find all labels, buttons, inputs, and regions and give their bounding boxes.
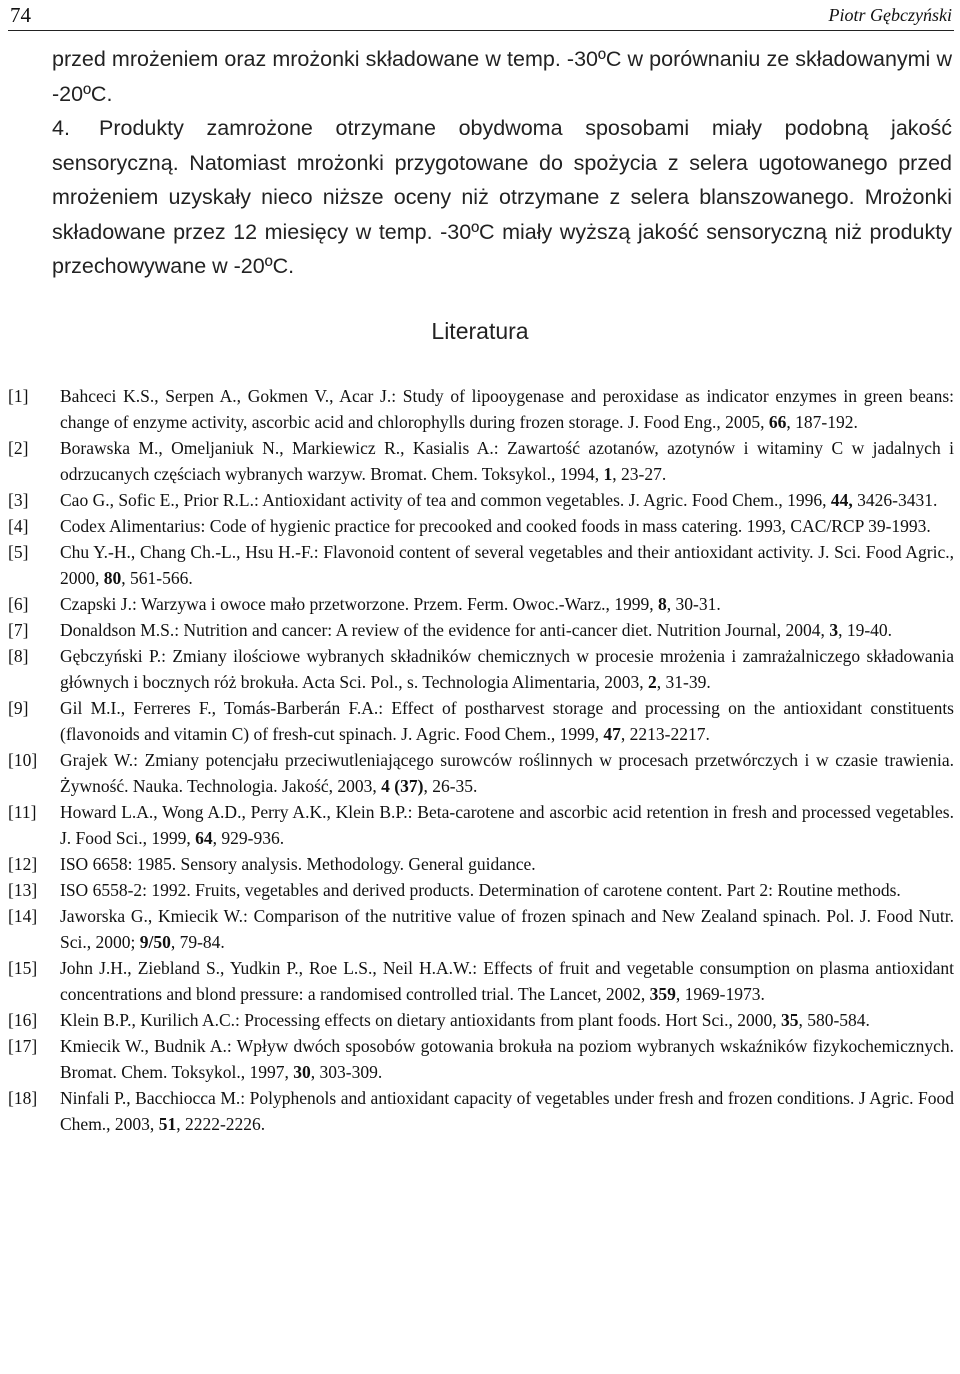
conclusion-continuation: przed mrożeniem oraz mrożonki składowane w temp. -30ºC w porównaniu ze składowanymi w -20ºC. <box>52 47 952 106</box>
page-number: 74 <box>10 3 31 27</box>
reference-pages: 3426-3431. <box>852 490 938 510</box>
reference-item <box>8 617 954 643</box>
reference-item <box>8 383 954 435</box>
reference-number: [5] <box>8 542 29 562</box>
reference-item <box>8 591 954 617</box>
reference-pages: , 1969-1973. <box>675 984 765 1004</box>
reference-number: [18] <box>8 1088 38 1108</box>
reference-volume: 9/50 <box>139 932 171 952</box>
reference-pages: , 303-309. <box>310 1062 383 1082</box>
reference-text: Gębczyński P.: Zmiany ilościowe wybranych składników chemicznych w procesie mrożenia i zamrażalniczego składowania głównych i bocznych róż brokuła. Acta Sci. Pol., s. Technologia Alimentaria, 2003, <box>60 646 954 692</box>
reference-volume: 30 <box>293 1062 311 1082</box>
reference-number: [17] <box>8 1036 38 1056</box>
reference-pages: , 580-584. <box>798 1010 870 1030</box>
reference-item <box>8 747 954 799</box>
reference-text: Bahceci K.S., Serpen A., Gokmen V., Acar J.: Study of lipooygenase and peroxidase as indicator enzymes in green beans: change of enzyme activity, ascorbic acid and chlorophylls during frozen storage. J. Food Eng., 2005, <box>60 386 954 432</box>
reference-list <box>8 383 954 1137</box>
reference-number: [13] <box>8 880 38 900</box>
reference-text: John J.H., Ziebland S., Yudkin P., Roe L.S., Neil H.A.W.: Effects of fruit and vegetable consumption on plasma antioxidant concentrations and blond pressure: a randomised controlled trial. The Lancet, 2002, <box>60 958 954 1004</box>
reference-number: [16] <box>8 1010 38 1030</box>
reference-volume: 64 <box>195 828 213 848</box>
reference-item <box>8 851 954 877</box>
reference-volume: 44, <box>830 490 853 510</box>
reference-volume: 3 <box>829 620 839 640</box>
reference-number: [11] <box>8 802 37 822</box>
reference-text: Chu Y.-H., Chang Ch.-L., Hsu H.-F.: Flavonoid content of several vegetables and their antioxidant activity. J. Sci. Food Agric., 2000, <box>60 542 954 588</box>
reference-text: ISO 6558-2: 1992. Fruits, vegetables and derived products. Determination of carotene content. Part 2: Routine methods. <box>60 880 901 900</box>
conclusion-item-4 <box>52 111 952 284</box>
reference-volume: 2 <box>648 672 657 692</box>
reference-pages: , 79-84. <box>170 932 225 952</box>
reference-pages: , 929-936. <box>212 828 285 848</box>
reference-text: Cao G., Sofic E., Prior R.L.: Antioxidant activity of tea and common vegetables. J. Agric. Food Chem., 1996, <box>60 490 831 510</box>
reference-number: [2] <box>8 438 29 458</box>
reference-pages: , 2213-2217. <box>620 724 710 744</box>
reference-pages: , 26-35. <box>423 776 478 796</box>
reference-pages: , 31-39. <box>656 672 711 692</box>
reference-number: [3] <box>8 490 29 510</box>
reference-text: ISO 6658: 1985. Sensory analysis. Methodology. General guidance. <box>60 854 536 874</box>
reference-volume: 4 (37) <box>381 776 424 796</box>
reference-text: Jaworska G., Kmiecik W.: Comparison of the nutritive value of frozen spinach and New Zealand spinach. Pol. J. Food Nutr. Sci., 2000; <box>60 906 954 952</box>
reference-pages: , 19-40. <box>838 620 893 640</box>
reference-number: [9] <box>8 698 29 718</box>
reference-number: [6] <box>8 594 29 614</box>
reference-volume: 51 <box>158 1114 177 1134</box>
reference-text: Borawska M., Omeljaniuk N., Markiewicz R., Kasialis A.: Zawartość azotanów, azotynów i witaminy C w jadalnych i odrzucanych częściach wybranych warzyw. Bromat. Chem. Toksykol., 1994, <box>60 438 954 484</box>
literature-heading: Literatura <box>431 318 529 344</box>
reference-item <box>8 903 954 955</box>
reference-text: Kmiecik W., Budnik A.: Wpływ dwóch sposobów gotowania brokuła na poziom wybranych wskaźników fizykochemicznych. Bromat. Chem. Toksykol., 1997, <box>60 1036 954 1082</box>
reference-item <box>8 539 954 591</box>
reference-number: [8] <box>8 646 29 666</box>
reference-text: Codex Alimentarius: Code of hygienic practice for precooked and cooked foods in mass catering. 1993, CAC/RCP 39-1993. <box>60 516 931 536</box>
reference-volume: 80 <box>103 568 122 588</box>
reference-pages: , 23-27. <box>612 464 667 484</box>
conclusion-item-text: Produkty zamrożone otrzymane obydwoma sposobami miały podobną jakość sensoryczną. Natomiast mrożonki przygotowane do spożycia z selera ugotowanego przed mrożeniem uzyskały nieco niższe oceny niż otrzymane z selera blanszowanego. Mrożonki składowane przez 12 miesięcy w temp. -30ºC miały wyższą jakość sensoryczną niż produkty przechowywane w -20ºC. <box>52 116 952 278</box>
reference-pages: , 187-192. <box>786 412 858 432</box>
reference-text: Ninfali P., Bacchiocca M.: Polyphenols and antioxidant capacity of vegetables under fresh and frozen conditions. J Agric. Food Chem., 2003, <box>60 1088 954 1134</box>
reference-number: [14] <box>8 906 38 926</box>
reference-pages: , 561-566. <box>121 568 193 588</box>
reference-item <box>8 435 954 487</box>
reference-number: [15] <box>8 958 38 978</box>
reference-number: [1] <box>8 386 29 406</box>
reference-text: Grajek W.: Zmiany potencjału przeciwutleniającego surowców roślinnych w procesach przetwórczych i w czasie trawienia. Żywność. Nauka. Technologia. Jakość, 2003, <box>60 750 954 796</box>
reference-item <box>8 513 954 539</box>
reference-item <box>8 1007 954 1033</box>
reference-text: Gil M.I., Ferreres F., Tomás-Barberán F.A.: Effect of postharvest storage and processing on the antioxidant constituents (flavonoids and vitamin C) of fresh-cut spinach. J. Agric. Food Chem., 1999, <box>60 698 954 744</box>
page-header <box>8 0 954 31</box>
reference-volume: 359 <box>649 984 676 1004</box>
conclusion-item-number: 4. <box>52 116 70 140</box>
reference-text: Klein B.P., Kurilich A.C.: Processing effects on dietary antioxidants from plant foods. Hort Sci., 2000, <box>60 1010 781 1030</box>
reference-text: Czapski J.: Warzywa i owoce mało przetworzone. Przem. Ferm. Owoc.-Warz., 1999, <box>60 594 658 614</box>
reference-item <box>8 695 954 747</box>
reference-volume: 8 <box>658 594 667 614</box>
reference-number: [12] <box>8 854 38 874</box>
running-author: Piotr Gębczyński <box>828 5 952 25</box>
reference-item <box>8 955 954 1007</box>
reference-number: [10] <box>8 750 38 770</box>
reference-volume: 35 <box>780 1010 799 1030</box>
reference-volume: 1 <box>603 464 613 484</box>
reference-volume: 47 <box>603 724 621 744</box>
reference-number: [4] <box>8 516 29 536</box>
reference-item <box>8 799 954 851</box>
reference-pages: , 2222-2226. <box>176 1114 266 1134</box>
reference-volume: 66 <box>768 412 787 432</box>
reference-text: Donaldson M.S.: Nutrition and cancer: A review of the evidence for anti-cancer diet. Nutrition Journal, 2004, <box>60 620 830 640</box>
reference-item <box>8 877 954 903</box>
reference-item <box>8 1085 954 1137</box>
reference-item <box>8 487 954 513</box>
reference-item <box>8 643 954 695</box>
reference-item <box>8 1033 954 1085</box>
reference-text: Howard L.A., Wong A.D., Perry A.K., Klein B.P.: Beta-carotene and ascorbic acid retention in fresh and processed vegetables. J. Food Sci., 1999, <box>60 802 954 848</box>
reference-pages: , 30-31. <box>666 594 721 614</box>
reference-number: [7] <box>8 620 29 640</box>
